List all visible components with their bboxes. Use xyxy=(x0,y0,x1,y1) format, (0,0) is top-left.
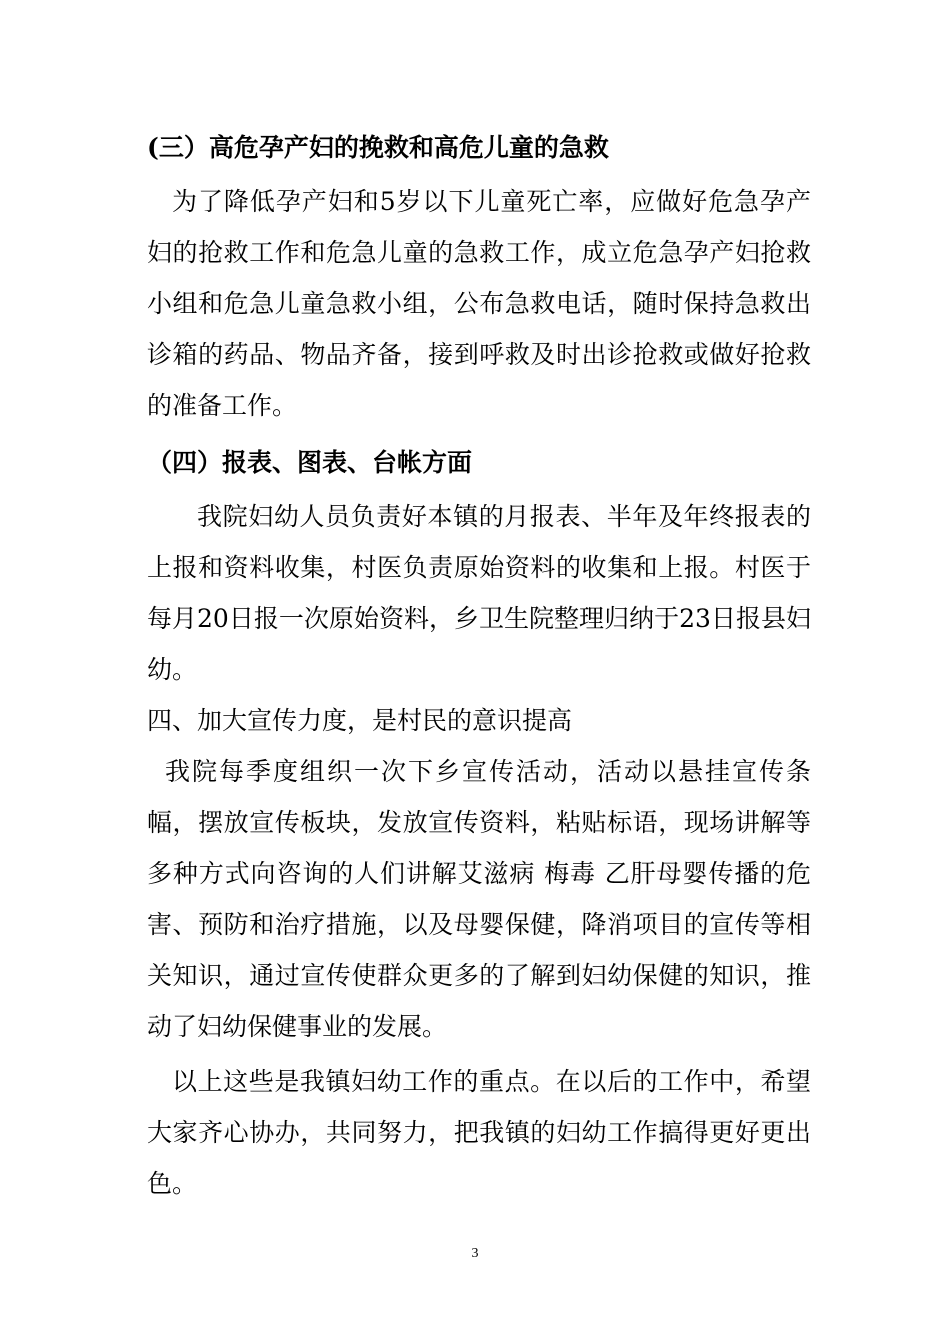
section-heading-reports: （四）报表、图表、台帐方面 xyxy=(147,448,473,477)
section-heading-publicity: 四、加大宣传力度，是村民的意识提高 xyxy=(147,706,573,735)
section-heading-high-risk-rescue: (三）高危孕产妇的挽救和高危儿童的急救 xyxy=(147,133,609,162)
paragraph-publicity: 我院每季度组织一次下乡宣传活动，活动以悬挂宣传条幅，摆放宣传板块，发放宣传资料，粘贴标语，现场讲解等多种方式向咨询的人们讲解艾滋病 梅毒 乙肝母婴传播的危害、预防和治疗措施，以及母婴保健，降消项目的宣传等相关知识，通过宣传使群众更多的了解到妇幼保健的知识，推动了妇幼保健事业的发展。 xyxy=(147,757,811,1041)
paragraph-closing: 以上这些是我镇妇幼工作的重点。在以后的工作中，希望大家齐心协办，共同努力，把我镇的妇幼工作搞得更好更出色。 xyxy=(147,1067,811,1198)
page-number: 3 xyxy=(471,1246,479,1261)
paragraph-high-risk-rescue: 为了降低孕产妇和5岁以下儿童死亡率，应做好危急孕产妇的抢救工作和危急儿童的急救工作，成立危急孕产妇抢救小组和危急儿童急救小组，公布急救电话，随时保持急救出诊箱的药品、物品齐备，接到呼救及时出诊抢救或做好抢救的准备工作。 xyxy=(147,187,811,420)
document-body xyxy=(147,120,811,1209)
paragraph-reports: 我院妇幼人员负责好本镇的月报表、半年及年终报表的上报和资料收集，村医负责原始资料的收集和上报。村医于每月20日报一次原始资料，乡卫生院整理归纳于23日报县妇幼。 xyxy=(147,502,811,684)
